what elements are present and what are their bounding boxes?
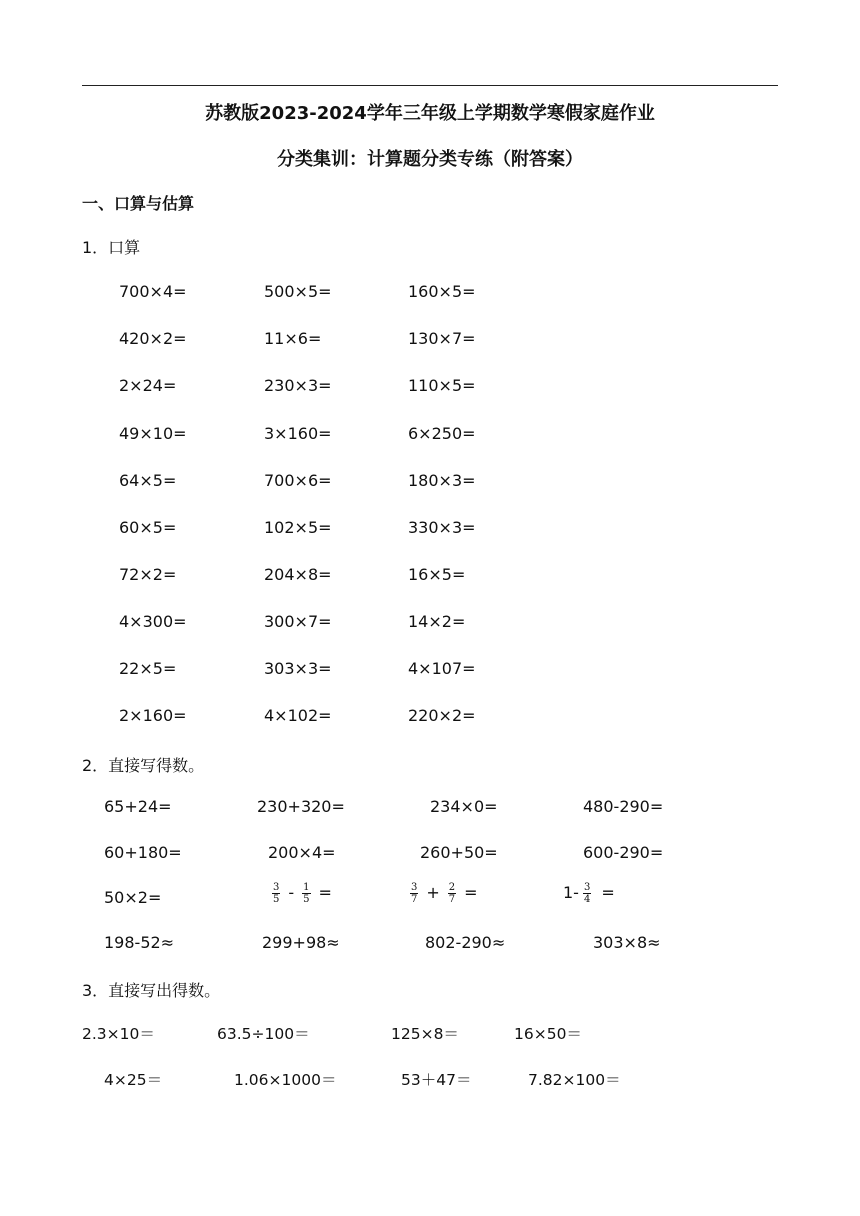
question-1-label: 1．口算 bbox=[82, 238, 141, 257]
q1-item: 110×5= bbox=[408, 376, 476, 395]
equals-sign: = bbox=[601, 883, 615, 902]
document-title: 苏教版2023-2024学年三年级上学期数学寒假家庭作业 bbox=[205, 103, 655, 124]
q3-item: 1.06×1000＝ bbox=[234, 1071, 337, 1089]
q1-item: 4×102= bbox=[264, 706, 332, 725]
q2-fraction-item bbox=[563, 882, 615, 905]
q1-item: 180×3= bbox=[408, 471, 476, 490]
q1-item: 330×3= bbox=[408, 518, 476, 537]
fraction bbox=[410, 882, 418, 905]
q1-item: 303×3= bbox=[264, 659, 332, 678]
denominator: 5 bbox=[273, 894, 280, 905]
fraction bbox=[448, 882, 456, 905]
q1-item: 22×5= bbox=[119, 659, 177, 678]
operator: - bbox=[288, 883, 295, 902]
q1-item: 6×250= bbox=[408, 424, 476, 443]
section-heading: 一、口算与估算 bbox=[82, 194, 195, 213]
operator: + bbox=[426, 883, 440, 902]
fraction bbox=[302, 882, 310, 905]
numerator: 1 bbox=[303, 882, 310, 893]
q1-item: 300×7= bbox=[264, 612, 332, 631]
q1-item: 4×300= bbox=[119, 612, 187, 631]
q2-item: 600-290= bbox=[583, 843, 664, 862]
question-3-label: 3．直接写出得数。 bbox=[82, 981, 221, 1000]
q1-item: 16×5= bbox=[408, 565, 466, 584]
numerator: 3 bbox=[583, 882, 591, 893]
q1-item: 700×4= bbox=[119, 282, 187, 301]
q3-item: 16×50＝ bbox=[514, 1025, 582, 1043]
numerator: 3 bbox=[273, 882, 280, 893]
q1-item: 3×160= bbox=[264, 424, 332, 443]
q2-item: 260+50= bbox=[420, 843, 498, 862]
q1-item: 102×5= bbox=[264, 518, 332, 537]
q1-item: 160×5= bbox=[408, 282, 476, 301]
q2-item: 200×4= bbox=[268, 843, 336, 862]
q2-item: 198-52≈ bbox=[104, 933, 175, 952]
q1-item: 72×2= bbox=[119, 565, 177, 584]
q3-item: 63.5÷100＝ bbox=[217, 1025, 310, 1043]
equals-sign: = bbox=[318, 883, 332, 902]
q1-item: 49×10= bbox=[119, 424, 187, 443]
denominator: 4 bbox=[583, 894, 591, 905]
q2-item: 234×0= bbox=[430, 797, 498, 816]
q2-item: 480-290= bbox=[583, 797, 664, 816]
q3-item: 2.3×10＝ bbox=[82, 1025, 155, 1043]
fraction bbox=[272, 882, 280, 905]
q2-item: 303×8≈ bbox=[593, 933, 661, 952]
q1-item: 130×7= bbox=[408, 329, 476, 348]
q1-item: 420×2= bbox=[119, 329, 187, 348]
q3-item: 125×8＝ bbox=[391, 1025, 459, 1043]
numerator: 3 bbox=[411, 882, 418, 893]
equals-sign: = bbox=[464, 883, 478, 902]
denominator: 5 bbox=[303, 894, 310, 905]
q2-item: 802-290≈ bbox=[425, 933, 506, 952]
q2-item: 299+98≈ bbox=[262, 933, 340, 952]
q1-item: 11×6= bbox=[264, 329, 322, 348]
header-rule bbox=[82, 85, 778, 86]
q2-item: 65+24= bbox=[104, 797, 172, 816]
question-2-label: 2．直接写得数。 bbox=[82, 756, 205, 775]
q2-item: 50×2= bbox=[104, 888, 162, 907]
denominator: 7 bbox=[411, 894, 418, 905]
q1-item: 204×8= bbox=[264, 565, 332, 584]
q2-fraction-item bbox=[408, 882, 478, 905]
q1-item: 230×3= bbox=[264, 376, 332, 395]
q1-item: 2×24= bbox=[119, 376, 177, 395]
q2-item: 230+320= bbox=[257, 797, 345, 816]
q1-item: 2×160= bbox=[119, 706, 187, 725]
fraction bbox=[583, 882, 591, 905]
q3-item: 7.82×100＝ bbox=[528, 1071, 621, 1089]
q1-item: 700×6= bbox=[264, 471, 332, 490]
q1-item: 64×5= bbox=[119, 471, 177, 490]
q1-item: 60×5= bbox=[119, 518, 177, 537]
q1-item: 4×107= bbox=[408, 659, 476, 678]
document-subtitle: 分类集训：计算题分类专练（附答案） bbox=[277, 149, 583, 170]
q2-fraction-item bbox=[270, 882, 332, 905]
q2-item: 60+180= bbox=[104, 843, 182, 862]
prefix: 1- bbox=[563, 883, 579, 902]
q3-item: 53＋47＝ bbox=[401, 1071, 472, 1089]
q3-item: 4×25＝ bbox=[104, 1071, 163, 1089]
q1-item: 14×2= bbox=[408, 612, 466, 631]
q1-item: 500×5= bbox=[264, 282, 332, 301]
denominator: 7 bbox=[448, 894, 456, 905]
q1-item: 220×2= bbox=[408, 706, 476, 725]
numerator: 2 bbox=[448, 882, 456, 893]
